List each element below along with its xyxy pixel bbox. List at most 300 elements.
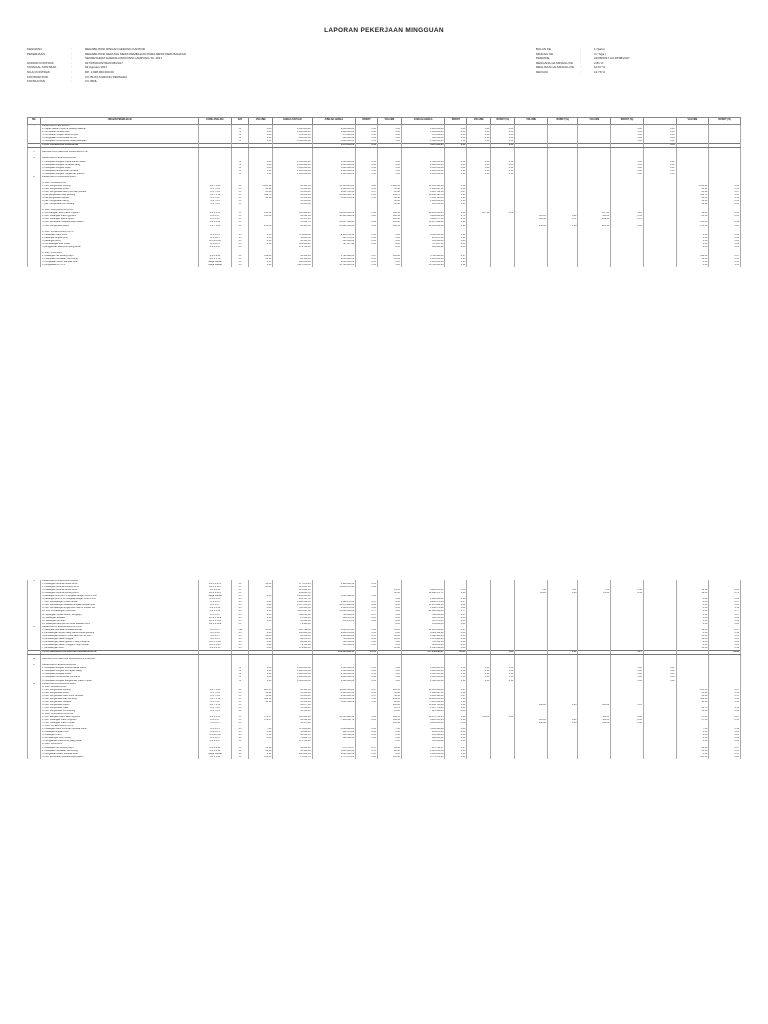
table-cell: 3.918.211,92: [401, 234, 445, 237]
table-cell: 2.000.000,00: [273, 170, 312, 173]
table-cell: 0.36: [547, 722, 578, 725]
table-cell: 0.15: [709, 635, 741, 638]
table-cell: A.5.1.1.5: [199, 614, 232, 617]
table-cell: 113.01: [578, 215, 611, 218]
table-cell: [515, 264, 548, 267]
table-cell: 4. pemasangan saklar tunggal: [41, 638, 199, 641]
table-cell: 5.405.667,00: [273, 610, 312, 613]
table-cell: 0.12: [491, 680, 515, 683]
table-cell: Harga Satuan: [199, 595, 232, 598]
table-cell: 49.00: [676, 212, 709, 215]
table-cell: bh: [231, 614, 248, 617]
table-cell: 1.808.920,00: [401, 635, 445, 638]
table-cell: 179.408,00: [273, 647, 312, 651]
table-cell: m²: [231, 203, 248, 206]
table-cell: 4.00: [676, 610, 709, 613]
table-cell: 2.003.995,12: [312, 695, 356, 698]
info-label: PERIODE: [536, 56, 550, 61]
table-cell: m²: [231, 707, 248, 710]
table-cell: 2. Pekerjaan Perbaikan Gorcisreng: [41, 750, 199, 753]
table-cell: 4.00: [249, 237, 273, 240]
table-cell: 1.864.000,00: [312, 261, 356, 264]
table-cell: A.4.4.9.93: [199, 747, 232, 750]
table-cell: C. PEK. KUSEN DAUN PINTU: [41, 231, 199, 234]
table-cell: 0.12: [491, 140, 515, 144]
table-cell: 0.11: [445, 197, 467, 200]
table-cell: 1.60: [356, 586, 378, 589]
table-cell: 198.66: [515, 722, 548, 725]
table-cell: 4.00: [249, 601, 273, 604]
table-cell: 199.000,00: [273, 614, 312, 617]
table-cell: 0.15: [709, 753, 741, 756]
table-cell: 2.000.000,00: [273, 676, 312, 679]
table-cell: 35.356,00: [273, 191, 312, 194]
table-cell: 0.11: [356, 197, 378, 200]
table-cell: 1.00: [249, 673, 273, 676]
col-sisa-bobot: BOBOT (%): [709, 118, 741, 125]
table-cell: 0.97: [709, 689, 741, 692]
table-cell: 2.567.579,50: [273, 604, 312, 607]
table-cell: 0.02: [445, 237, 467, 240]
table-cell: 199.00: [676, 255, 709, 258]
table-cell: 0.65: [709, 225, 741, 228]
table-cell: m²: [231, 255, 248, 258]
table-cell: 0.06: [709, 638, 741, 641]
table-cell: 1.250.000,00: [273, 595, 312, 598]
table-cell: 0.36: [709, 728, 741, 731]
table-cell: bh: [231, 644, 248, 647]
table-cell: 3. pasangan kunci: [41, 240, 199, 243]
table-cell: A.4.7.1.11: [199, 194, 232, 197]
table-cell: 46.92: [377, 188, 401, 191]
table-cell: 1.338.278,00: [401, 607, 445, 610]
table-cell: 23.00: [249, 583, 273, 586]
table-cell: 1.77: [356, 610, 378, 613]
table-cell: bh: [231, 728, 248, 731]
table-cell: 859.70: [676, 194, 709, 197]
table-cell: 2. Pek. Pengecatan Kusen: [41, 188, 199, 191]
table-cell: 390.678,00: [312, 617, 356, 620]
table-cell: 0.12: [356, 667, 378, 670]
table-cell: A. PEK. PENGECATAN: [41, 182, 199, 185]
table-cell: 4.00: [676, 243, 709, 246]
table-cell: A.4.4.3.36: [199, 589, 232, 592]
table-cell: III: [28, 658, 41, 661]
table-cell: A.4.4.2.6.a: [199, 240, 232, 243]
table-cell: 1.00: [467, 170, 491, 173]
col-jumlah-harga: JUMLAH HARGA: [312, 118, 356, 125]
info-label: MINGGU KE: [536, 51, 554, 56]
table-cell: 136.66: [377, 722, 401, 725]
table-cell: 4. Pek. pembuatan Lisplank kayu kelas II: [41, 221, 199, 224]
table-cell: m²: [231, 695, 248, 698]
table-cell: 86.18: [676, 215, 709, 218]
table-cell: A.4.4.3.34.c: [199, 592, 232, 595]
table-cell: 4.00: [377, 617, 401, 620]
table-cell: 1.330.155,20: [401, 197, 445, 200]
table-cell: 16.418.805,09: [312, 698, 356, 701]
table-cell: 13.708.000,00: [312, 264, 356, 267]
table-cell: 1.00: [377, 676, 401, 679]
table-cell: 30.00: [676, 635, 709, 638]
table-cell: 38.032,00: [273, 698, 312, 701]
table-cell: 1.500.000,00: [312, 673, 356, 676]
table-cell: 6. Pek. Pengecatan Plafon: [41, 704, 199, 707]
table-cell: A.4.4.1.18: [199, 258, 232, 261]
col-harga-satuan: HARGA SATUAN: [273, 118, 312, 125]
table-cell: A.4.1.1.22: [199, 221, 232, 224]
table-cell: 0.03: [445, 246, 467, 249]
table-cell: 36.248.396,79: [401, 194, 445, 197]
table-cell: bh: [231, 234, 248, 237]
table-cell: 0.80: [445, 756, 467, 759]
table-cell: 0.47: [709, 255, 741, 258]
table-cell: 0.07: [709, 614, 741, 617]
table-cell: PEKERJAAN PASANGAN KRAMIK: [41, 580, 199, 583]
table-cell: 4. Pemasangan door closer: [41, 243, 199, 246]
table-cell: A.4.4.1.5: [199, 728, 232, 731]
table-cell: 7. Pek. Pengecatan Trails: [41, 707, 199, 710]
table-cell: 198.19: [377, 212, 401, 215]
table-cell: 4.00: [249, 607, 273, 610]
table-cell: 0.03: [445, 617, 467, 620]
table-cell: TOTAL REHABILITASI GEDUNG PENGINAPAN VIP: [41, 651, 199, 655]
table-cell: 187.14: [467, 212, 491, 215]
table-cell: 796.512,00: [312, 641, 356, 644]
table-cell: m²: [231, 212, 248, 215]
table-cell: 38.58: [676, 197, 709, 200]
table-cell: 0.02: [709, 731, 741, 734]
info-value: 09 Agustus 2017: [85, 65, 108, 70]
table-cell: 1.000.000,00: [401, 164, 445, 167]
table-cell: 1.00: [611, 164, 644, 167]
table-cell: A.4.4.2.16.a: [199, 623, 232, 626]
table-cell: 35.356,00: [273, 692, 312, 695]
table-cell: 0.36: [356, 728, 378, 731]
table-cell: 0.16: [356, 128, 378, 131]
table-cell: 4. Pek. pembuatan Lisplank kayu kelas II: [41, 756, 199, 759]
table-cell: 0.11: [709, 607, 741, 610]
table-cell: 0.07: [445, 614, 467, 617]
col-sd-bobot: BOBOT (%): [611, 118, 644, 125]
table-cell: 0.11: [547, 589, 578, 592]
table-cell: 201.075,00: [401, 731, 445, 734]
table-cell: 0.01: [445, 623, 467, 626]
table-cell: 0.97: [356, 689, 378, 692]
table-cell: 8.00: [676, 632, 709, 635]
table-cell: 12.00: [377, 647, 401, 651]
table-cell: 0.39: [611, 592, 644, 595]
table-cell: 13.708.000,00: [401, 264, 445, 267]
table-cell: 0.12: [643, 673, 676, 676]
table-cell: 0.99: [709, 221, 741, 224]
table-cell: 1.000.000,00: [312, 164, 356, 167]
table-cell: 4.00: [377, 240, 401, 243]
table-cell: 1.00: [467, 134, 491, 137]
table-cell: 4. Pengadaan Obat-obatan & P3K: [41, 137, 199, 140]
table-cell: 1.30: [445, 698, 467, 701]
table-cell: 0.12: [445, 167, 467, 170]
table-cell: 1.00: [249, 676, 273, 679]
table-cell: 0.15: [356, 635, 378, 638]
table-cell: 2. Pasangan Keramik Dinding 30/30: [41, 586, 199, 589]
info-colon: :: [580, 51, 581, 56]
table-cell: A: [28, 157, 41, 160]
table-cell: 8.488.377,00: [401, 218, 445, 221]
table-cell: A.8.1.1.7: [199, 635, 232, 638]
table-cell: 0.91: [491, 716, 515, 719]
table-cell: 466.000,00: [273, 261, 312, 264]
table-cell: 16.418.805,09: [401, 698, 445, 701]
table-cell: 6. pasangan pintu PVC Lengkap dengan Kunci Pintu: [41, 598, 199, 601]
table-cell: 2.40: [445, 212, 467, 215]
table-cell: 3. Pek. Pasangan plafon triplek: [41, 218, 199, 221]
table-cell: 7. pek. Pengecatan plin dinding: [41, 203, 199, 206]
table-cell: 0.17: [445, 191, 467, 194]
table-cell: 30.00: [377, 635, 401, 638]
table-cell: bh: [231, 617, 248, 620]
table-cell: 9.775.572,80: [312, 756, 356, 759]
table-cell: 19.90: [676, 747, 709, 750]
table-cell: 466.000,00: [273, 753, 312, 756]
table-cell: 4.00: [676, 604, 709, 607]
table-cell: 2.00: [377, 246, 401, 249]
table-cell: 4.00: [676, 737, 709, 740]
progress-table-page-2: [27, 580, 741, 759]
table-cell: [578, 756, 611, 759]
table-cell: 0.93: [611, 716, 644, 719]
table-cell: 1.00: [377, 170, 401, 173]
table-cell: 0.15: [445, 261, 467, 264]
table-cell: 1.00: [611, 128, 644, 131]
table-cell: 1.000.000,00: [312, 670, 356, 673]
table-cell: 0.03: [709, 246, 741, 249]
info-label: DEVIASI: [536, 69, 548, 74]
table-cell: 35.356,00: [273, 701, 312, 704]
table-cell: 796.000,00: [401, 614, 445, 617]
table-cell: 0.06: [445, 638, 467, 641]
table-cell: ls: [231, 164, 248, 167]
table-cell: 1.00: [611, 676, 644, 679]
table-cell: 181.464,88: [273, 589, 312, 592]
table-cell: 7.31: [578, 589, 611, 592]
table-cell: 1.22: [491, 212, 515, 215]
table-cell: m²: [231, 722, 248, 725]
table-cell: 9.775.572,80: [401, 756, 445, 759]
table-cell: 0.11: [709, 197, 741, 200]
table-cell: m²: [231, 583, 248, 586]
table-cell: 4.00: [249, 620, 273, 623]
table-cell: 21.30: [377, 589, 401, 592]
table-cell: 1.00: [611, 134, 644, 137]
table-cell: 1.00: [377, 140, 401, 144]
table-cell: 3. Pekerjaan Bongkar Kusen: [41, 673, 199, 676]
table-cell: 0.03: [709, 734, 741, 737]
table-cell: 4. Pek. Pengecatan Atap Genteng: [41, 698, 199, 701]
table-cell: [643, 756, 676, 759]
table-cell: 6.84: [377, 234, 401, 237]
table-cell: A.4.4.2.3: [199, 737, 232, 740]
col-sisa-volume: VOLUME: [676, 118, 709, 125]
table-cell: A.4.7.1.6: [199, 191, 232, 194]
table-cell: 4.00: [249, 261, 273, 264]
table-cell: A.4.4.2.17: [199, 740, 232, 743]
table-cell: 0.06: [445, 641, 467, 644]
table-cell: PEKERJAAN PASANGAN BARU: [41, 683, 199, 686]
info-value: REHABILITASI RINGAN GEDUNG KANTOR: [85, 47, 145, 51]
table-cell: [547, 756, 578, 759]
table-cell: 3. Pek. Pasangan Plafon Triplek: [41, 722, 199, 725]
table-cell: A.4.3.1.5: [199, 722, 232, 725]
table-cell: ls: [231, 167, 248, 170]
table-cell: 4.009.908,88: [401, 728, 445, 731]
table-cell: 1.00: [611, 131, 644, 134]
table-cell: 199.00: [377, 255, 401, 258]
table-cell: 0.44: [643, 144, 676, 148]
info-label: KONTRAKTOR: [27, 74, 48, 79]
table-cell: 13.00: [676, 710, 709, 713]
table-cell: 500.000,00: [401, 137, 445, 140]
info-colon: :: [71, 65, 72, 70]
table-cell: REHABILITASI GEDUNG PENGINAPAN VIP: [41, 151, 199, 154]
table-cell: m²: [231, 221, 248, 224]
table-cell: PEKERJAAN PEMBONGKARAN: [41, 664, 199, 667]
table-cell: [467, 756, 491, 759]
table-cell: A.4.3.1.5: [199, 218, 232, 221]
table-cell: A.4.7.1.11: [199, 698, 232, 701]
table-cell: 2. Pek. Pasangan Plafon gypsum: [41, 215, 199, 218]
table-cell: 4.00: [377, 261, 401, 264]
table-cell: A.4.4.2.5: [199, 731, 232, 734]
table-cell: 1.00: [467, 140, 491, 144]
table-cell: 0.17: [445, 695, 467, 698]
table-cell: 0.07: [356, 747, 378, 750]
col-no: NO.: [28, 118, 41, 125]
info-value: 2.81 %: [594, 60, 604, 65]
table-cell: 4.00: [377, 607, 401, 610]
table-cell: 0.04: [356, 137, 378, 140]
table-cell: 0.12: [643, 173, 676, 176]
table-cell: 0.12: [491, 667, 515, 670]
table-cell: B. PEK. PASANGAN PLAFON: [41, 209, 199, 212]
table-cell: 1.00: [467, 128, 491, 131]
table-cell: 4.00: [377, 644, 401, 647]
table-cell: 135.40: [249, 756, 273, 759]
table-cell: 0.11: [611, 589, 644, 592]
table-cell: 4.00: [676, 240, 709, 243]
table-cell: 21.622.668,00: [312, 610, 356, 613]
table-cell: 32.175,00: [273, 218, 312, 221]
table-cell: 0.17: [709, 191, 741, 194]
table-cell: 48.60: [676, 701, 709, 704]
table-cell: 2.000.000,00: [273, 128, 312, 131]
table-cell: 109.10: [377, 218, 401, 221]
table-cell: 2. Pembuatan Direksi Keet: [41, 131, 199, 134]
table-cell: 5.354.000,00: [312, 595, 356, 598]
table-cell: 0.67: [709, 601, 741, 604]
table-cell: 4. pek.pengecatan atap genteng: [41, 194, 199, 197]
info-colon: :: [71, 74, 72, 79]
table-cell: 12.057.994,02: [312, 221, 356, 224]
table-cell: 1.500.000,00: [312, 173, 356, 176]
table-cell: 2.003.995,12: [401, 695, 445, 698]
table-cell: 2.00: [377, 623, 401, 626]
table-cell: 22.00: [377, 258, 401, 261]
table-cell: 1.00: [249, 173, 273, 176]
table-cell: 4.009.908,88: [312, 728, 356, 731]
table-cell: 4.00: [377, 731, 401, 734]
table-cell: 1.00: [249, 667, 273, 670]
table-cell: A.5.1.1.14: [199, 607, 232, 610]
table-cell: PEKERJAAN PERSIAPAN: [41, 125, 199, 129]
table-cell: 2.95: [356, 194, 378, 197]
table-cell: 48.60: [377, 701, 401, 704]
table-cell: m²: [231, 698, 248, 701]
table-cell: 572.808,88: [273, 234, 312, 237]
table-cell: 38.58: [249, 197, 273, 200]
table-cell: 5. Pekerjaan Bongkar rangka dan plafond: [41, 173, 199, 176]
table-cell: 0.11: [445, 607, 467, 610]
table-cell: 0.12: [356, 173, 378, 176]
table-cell: 1. Papan Nama Proyek & Gudang Material: [41, 128, 199, 131]
table-cell: 4.00: [249, 617, 273, 620]
table-cell: 0.72: [611, 218, 644, 221]
table-cell: 3. Pasangan Keramik Lantai 40/40: [41, 589, 199, 592]
table-cell: 60.561,65: [273, 240, 312, 243]
table-cell: 35.356,00: [273, 200, 312, 203]
table-cell: 4.00: [377, 237, 401, 240]
table-cell: 5. Pekerjaan Bongkar Rangka dan Plafon Triplek: [41, 680, 199, 683]
table-cell: A.4.5.1.7: [199, 719, 232, 722]
table-cell: 34.00: [377, 629, 401, 632]
table-cell: 1.30: [356, 698, 378, 701]
table-cell: 131.409,46: [273, 212, 312, 215]
table-cell: 4.18: [709, 185, 741, 188]
table-cell: bh: [231, 604, 248, 607]
table-cell: 2. Pek. Pasangan Plafon Gypsum: [41, 719, 199, 722]
table-cell: 1.466.889,90: [401, 200, 445, 203]
table-cell: 45.277,69: [273, 704, 312, 707]
table-cell: 172.764,91: [273, 740, 312, 743]
table-cell: 0.41: [709, 212, 741, 215]
table-cell: 2.152.896,00: [401, 647, 445, 651]
table-cell: 0.02: [709, 737, 741, 740]
table-cell: 201.075,00: [312, 731, 356, 734]
table-cell: 1.00: [249, 140, 273, 144]
table-cell: m²: [231, 592, 248, 595]
table-cell: 4. Pekerjaan pembersihan cat lama: [41, 170, 199, 173]
table-cell: 266.195.803,11: [312, 651, 356, 655]
table-cell: 1.500.000,00: [401, 673, 445, 676]
table-cell: 1. Pek. Pengecatan Dinding: [41, 185, 199, 188]
table-cell: 0.78: [709, 592, 741, 595]
table-cell: m²: [231, 197, 248, 200]
table-cell: 0.44: [356, 595, 378, 598]
table-cell: 5. Pekerjaan Pembersihan lokasi pekerjaan: [41, 140, 199, 144]
table-cell: 4.00: [377, 737, 401, 740]
table-cell: 11. pasangan Closet duduk ( Lengkap ): [41, 614, 199, 617]
table-cell: 0.04: [643, 137, 676, 140]
table-cell: ls: [231, 134, 248, 137]
col-lalu-bobot: BOBOT (%): [491, 118, 515, 125]
col-uraian: URAIAN PEKERJAAN: [41, 118, 199, 125]
table-cell: 6. pek. Pengecatan railing: [41, 200, 199, 203]
table-cell: 500.000,00: [312, 137, 356, 140]
table-cell: 0.56: [445, 632, 467, 635]
table-cell: 1. Pek. Pengecatan Dinding: [41, 689, 199, 692]
table-cell: 1.22: [611, 212, 644, 215]
table-cell: 0.72: [445, 218, 467, 221]
